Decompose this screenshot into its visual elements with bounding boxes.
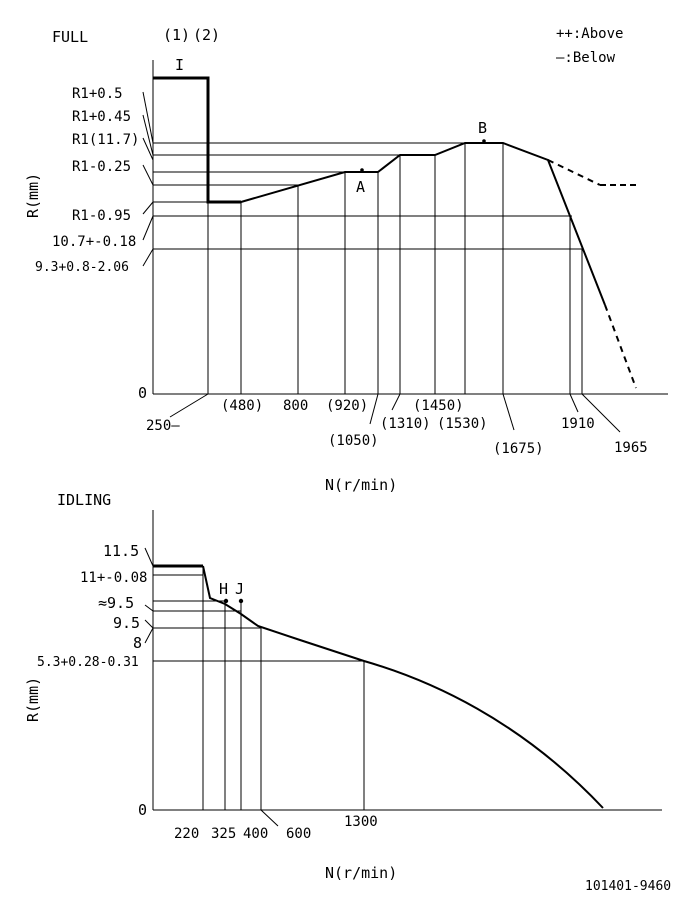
full-x-leader-1050	[370, 394, 378, 424]
full-x-label-250: 250—	[146, 418, 180, 434]
full-x-label-1310: (1310)	[380, 416, 431, 432]
full-x-leader-1910	[570, 394, 578, 412]
idling-title: IDLING	[57, 491, 112, 509]
full-reference-lines	[153, 143, 582, 249]
full-y-label-3: R1(11.7)	[72, 132, 140, 148]
full-y-label-2: R1+0.45	[72, 109, 132, 125]
idling-x-label-400: 400	[243, 826, 269, 842]
full-vertical-lines	[241, 143, 582, 394]
idling-reference-lines	[153, 575, 364, 661]
full-y-label-5: R1-0.95	[72, 208, 132, 224]
full-x-label-1450: (1450)	[413, 398, 464, 414]
idling-y-label-4: 9.5	[113, 614, 141, 632]
idling-y-label-1: 11.5	[103, 542, 140, 560]
idling-x-label-220: 220	[174, 826, 200, 842]
full-x-label-1675: (1675)	[493, 441, 544, 457]
diagram-code: 101401-9460	[585, 879, 672, 894]
idling-y-axis-label: R(mm)	[24, 676, 42, 722]
legend-below: —:Below	[556, 50, 616, 66]
full-y-label-4: R1-0.25	[72, 159, 132, 175]
full-y-label-7: 9.3+0.8-2.06	[35, 260, 129, 275]
full-x-label-1050: (1050)	[328, 433, 379, 449]
marker-tick: I	[175, 56, 185, 74]
idling-y-label-5: 8	[133, 634, 143, 652]
legend-above: ++:Above	[556, 26, 624, 42]
idling-x-axis-label: N(r/min)	[325, 864, 398, 882]
full-leaders	[143, 92, 153, 266]
full-curve	[241, 143, 605, 305]
marker-1: (1)	[163, 26, 191, 44]
full-x-axis-label: N(r/min)	[325, 476, 398, 494]
point-a-dot	[360, 168, 364, 172]
full-x-leader-1675	[503, 394, 514, 430]
full-curve-below-tail	[605, 305, 636, 388]
idling-x-leader-600	[261, 810, 278, 826]
full-y-axis-label: R(mm)	[24, 172, 42, 218]
idling-leaders	[145, 548, 153, 643]
point-a-label: A	[356, 178, 366, 196]
full-x-label-920: (920)	[326, 398, 369, 414]
idling-y-label-3: ≈9.5	[98, 594, 135, 612]
full-x-label-480: (480)	[221, 398, 264, 414]
idling-y-label-6: 5.3+0.28-0.31	[37, 655, 139, 670]
full-y-zero: 0	[138, 384, 148, 402]
point-b-label: B	[478, 119, 488, 137]
full-x-label-1910: 1910	[561, 416, 595, 432]
point-j-dot	[239, 599, 243, 603]
full-y-label-6: 10.7+-0.18	[52, 234, 137, 250]
idling-x-label-325: 325	[211, 826, 237, 842]
point-j-label: J	[235, 580, 245, 598]
marker-2: (2)	[193, 26, 221, 44]
idling-y-label-2: 11+-0.08	[80, 570, 148, 586]
point-b-dot	[482, 139, 486, 143]
point-h-label: H	[219, 580, 229, 598]
full-x-leader-250	[170, 394, 208, 417]
idling-curve	[203, 566, 603, 808]
idling-y-zero: 0	[138, 801, 148, 819]
full-title: FULL	[52, 28, 89, 46]
full-x-label-800: 800	[283, 398, 309, 414]
idling-x-label-1300: 1300	[344, 814, 378, 830]
full-x-label-1965: 1965	[614, 440, 648, 456]
idling-x-label-600: 600	[286, 826, 312, 842]
full-x-leader-1310	[392, 394, 400, 410]
full-y-label-1: R1+0.5	[72, 86, 123, 102]
full-x-label-1530: (1530)	[437, 416, 488, 432]
point-h-dot	[224, 599, 228, 603]
full-curve-start	[153, 78, 241, 202]
